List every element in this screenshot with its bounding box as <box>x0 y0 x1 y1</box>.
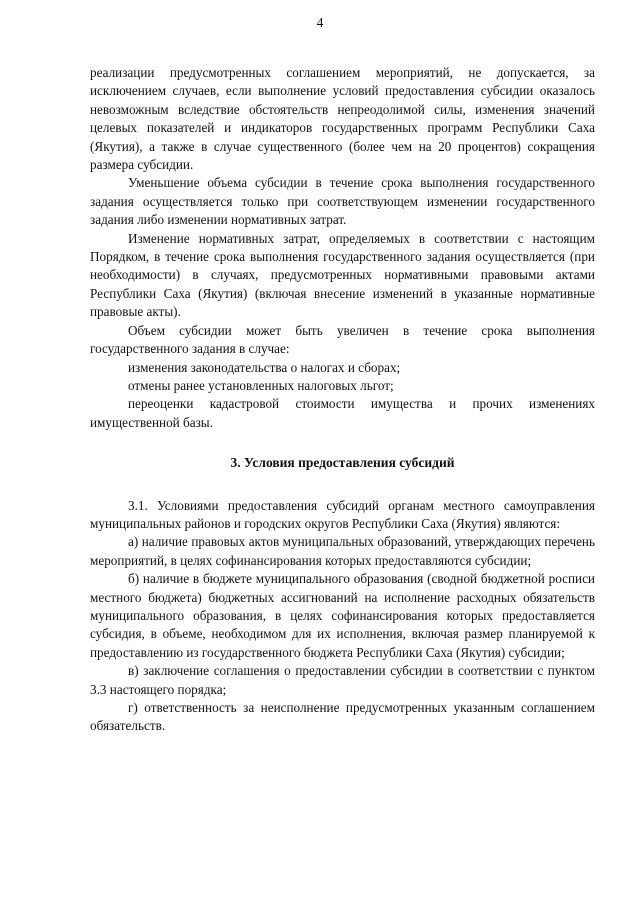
list-item-a: а) наличие правовых актов муниципальных образований, утверждающих перечень мероприятий, в целях софинансирования которых предоставляются субсидии; <box>90 534 595 568</box>
paragraph-3-1: 3.1. Условиями предоставления субсидий органам местного самоуправления муниципальных районов и городских округов Республики Саха (Якутия) являются: <box>90 497 595 531</box>
paragraph-normative-costs-change: Изменение нормативных затрат, определяемых в соответствии с настоящим Порядком, в течение срока выполнения государственного задания осуществляется (при необходимости) в случаях, предусмотренных нормативными правовыми актами Республики Саха (Якутия) (включая внесение изменений в указанные нормативные правовые акты). <box>90 230 595 320</box>
page-number: 4 <box>316 15 324 30</box>
list-item-tax-benefits: отмены ранее установленных налоговых льгот; <box>128 377 394 393</box>
paragraph-subsidy-increase: Объем субсидии может быть увеличен в течение срока выполнения государственного задания в случае: <box>90 322 595 357</box>
document-body <box>90 64 595 736</box>
list-item-cadastral-revaluation: переоценки кадастровой стоимости имущества и прочих изменениях имущественной базы. <box>90 396 595 430</box>
list-item-v: в) заключение соглашения о предоставлении субсидии в соответствии с пунктом 3.3 настоящего порядка; <box>90 663 595 697</box>
list-item-b: б) наличие в бюджете муниципального образования (сводной бюджетной росписи местного бюджета) бюджетных ассигнований на исполнение расходных обязательств муниципального образования, в целях софинансирования которых предоставляется субсидия, в объеме, необходимом для их исполнения, включая размер планируемой к предоставлению из государственного бюджета Республики Саха (Якутия) субсидии; <box>90 571 595 660</box>
paragraph-subsidy-reduction: Уменьшение объема субсидии в течение срока выполнения государственного задания осуществляется только при соответствующем изменении государственного задания либо изменении нормативных затрат. <box>90 175 595 228</box>
list-item-tax-law: изменения законодательства о налогах и сборах; <box>128 359 401 375</box>
section-heading: 3. Условия предоставления субсидий <box>230 455 455 471</box>
list-item-g: г) ответственность за неисполнение предусмотренных указанным соглашением обязательств. <box>90 700 595 734</box>
paragraph-continuation: реализации предусмотренных соглашением мероприятий, не допускается, за исключением случаев, если выполнение условий предоставления субсидии оказалось невозможным вследствие обстоятельств непреодолимой силы, изменения значений целевых показателей и индикаторов государственных программ Республики Саха (Якутия), а также в случае существенного (более чем на 20 процентов) сокращения размера субсидии. <box>90 65 595 173</box>
